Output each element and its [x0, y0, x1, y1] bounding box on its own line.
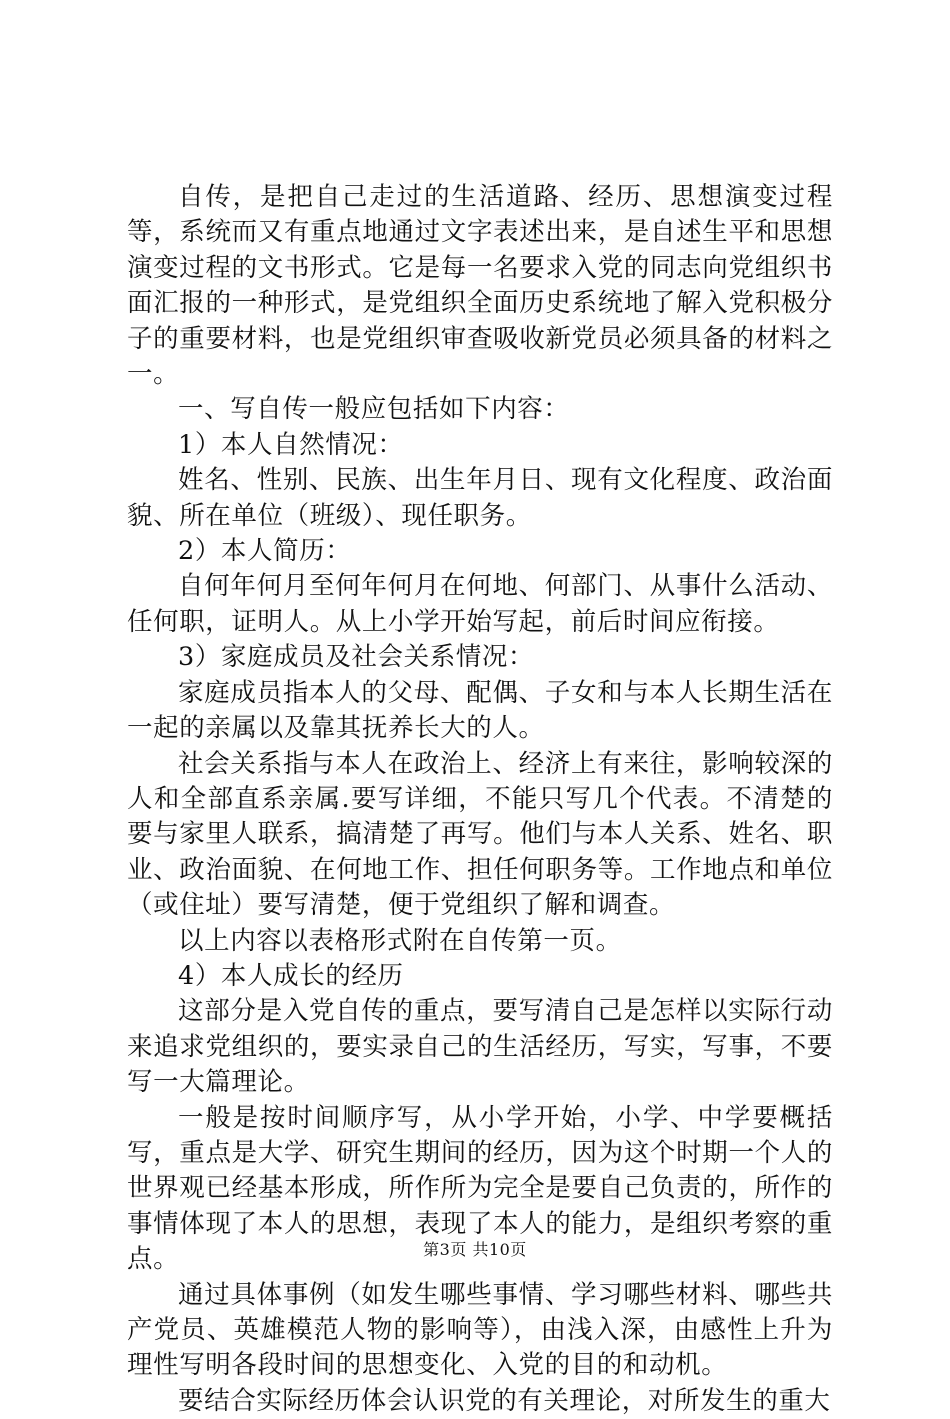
- paragraph-intro: 自传，是把自己走过的生活道路、经历、思想演变过程等，系统而又有重点地通过文字表述出来，是自述生平和思想演变过程的文书形式。它是每一名要求入党的同志向党组织书面汇报的一种形式，是党组织全面历史系统地了解入党积极分子的重要材料，也是党组织审查吸收新党员必须具备的材料之一。: [127, 182, 833, 390]
- item-heading-growth: 4）本人成长的经历: [178, 960, 404, 991]
- paragraph-social-relations: 社会关系指与本人在政治上、经济上有来往，影响较深的人和全部直系亲属.要写详细，不能只写几个代表。不清楚的要与家里人联系，搞清楚了再写。他们与本人关系、姓名、职业、政治面貌、在何地工作、担任何职务等。工作地点和单位（或住址）要写清楚，便于党组织了解和调查。: [127, 748, 833, 921]
- document-body: [127, 180, 833, 1419]
- paragraph-chronological: 一般是按时间顺序写，从小学开始，小学、中学要概括写，重点是大学、研究生期间的经历，因为这个时期一个人的世界观已经基本形成，所作所为完全是要自己负责的，所作的事情体现了本人的思想，表现了本人的能力，是组织考察的重点。: [127, 1102, 833, 1275]
- paragraph-personal-info: 姓名、性别、民族、出生年月日、现有文化程度、政治面貌、所在单位（班级）、现任职务。: [127, 465, 833, 531]
- item-heading-family: 3）家庭成员及社会关系情况：: [178, 642, 535, 673]
- item-heading-resume: 2）本人简历：: [178, 536, 352, 567]
- paragraph-resume: 自何年何月至何年何月在何地、何部门、从事什么活动、任何职，证明人。从上小学开始写起，前后时间应衔接。: [127, 571, 833, 637]
- section-heading: 一、写自传一般应包括如下内容：: [178, 394, 570, 425]
- paragraph-growth-focus: 这部分是入党自传的重点，要写清自己是怎样以实际行动来追求党组织的，要实录自己的生活经历，写实，写事，不要写一大篇理论。: [127, 996, 833, 1098]
- paragraph-examples: 通过具体事例（如发生哪些事情、学习哪些材料、哪些共产党员、英雄模范人物的影响等），由浅入深，由感性上升为理性写明各段时间的思想变化、入党的目的和动机。: [127, 1279, 833, 1381]
- item-heading-personal-info: 1）本人自然情况：: [178, 429, 404, 460]
- paragraph-theory: 要结合实际经历体会认识党的有关理论，对所发生的重大: [178, 1385, 831, 1416]
- page-number: 第3页 共10页: [423, 1240, 527, 1259]
- paragraph-family-members: 家庭成员指本人的父母、配偶、子女和与本人长期生活在一起的亲属以及靠其抚养长大的人。: [127, 677, 833, 744]
- paragraph-table-note: 以上内容以表格形式附在自传第一页。: [178, 925, 622, 956]
